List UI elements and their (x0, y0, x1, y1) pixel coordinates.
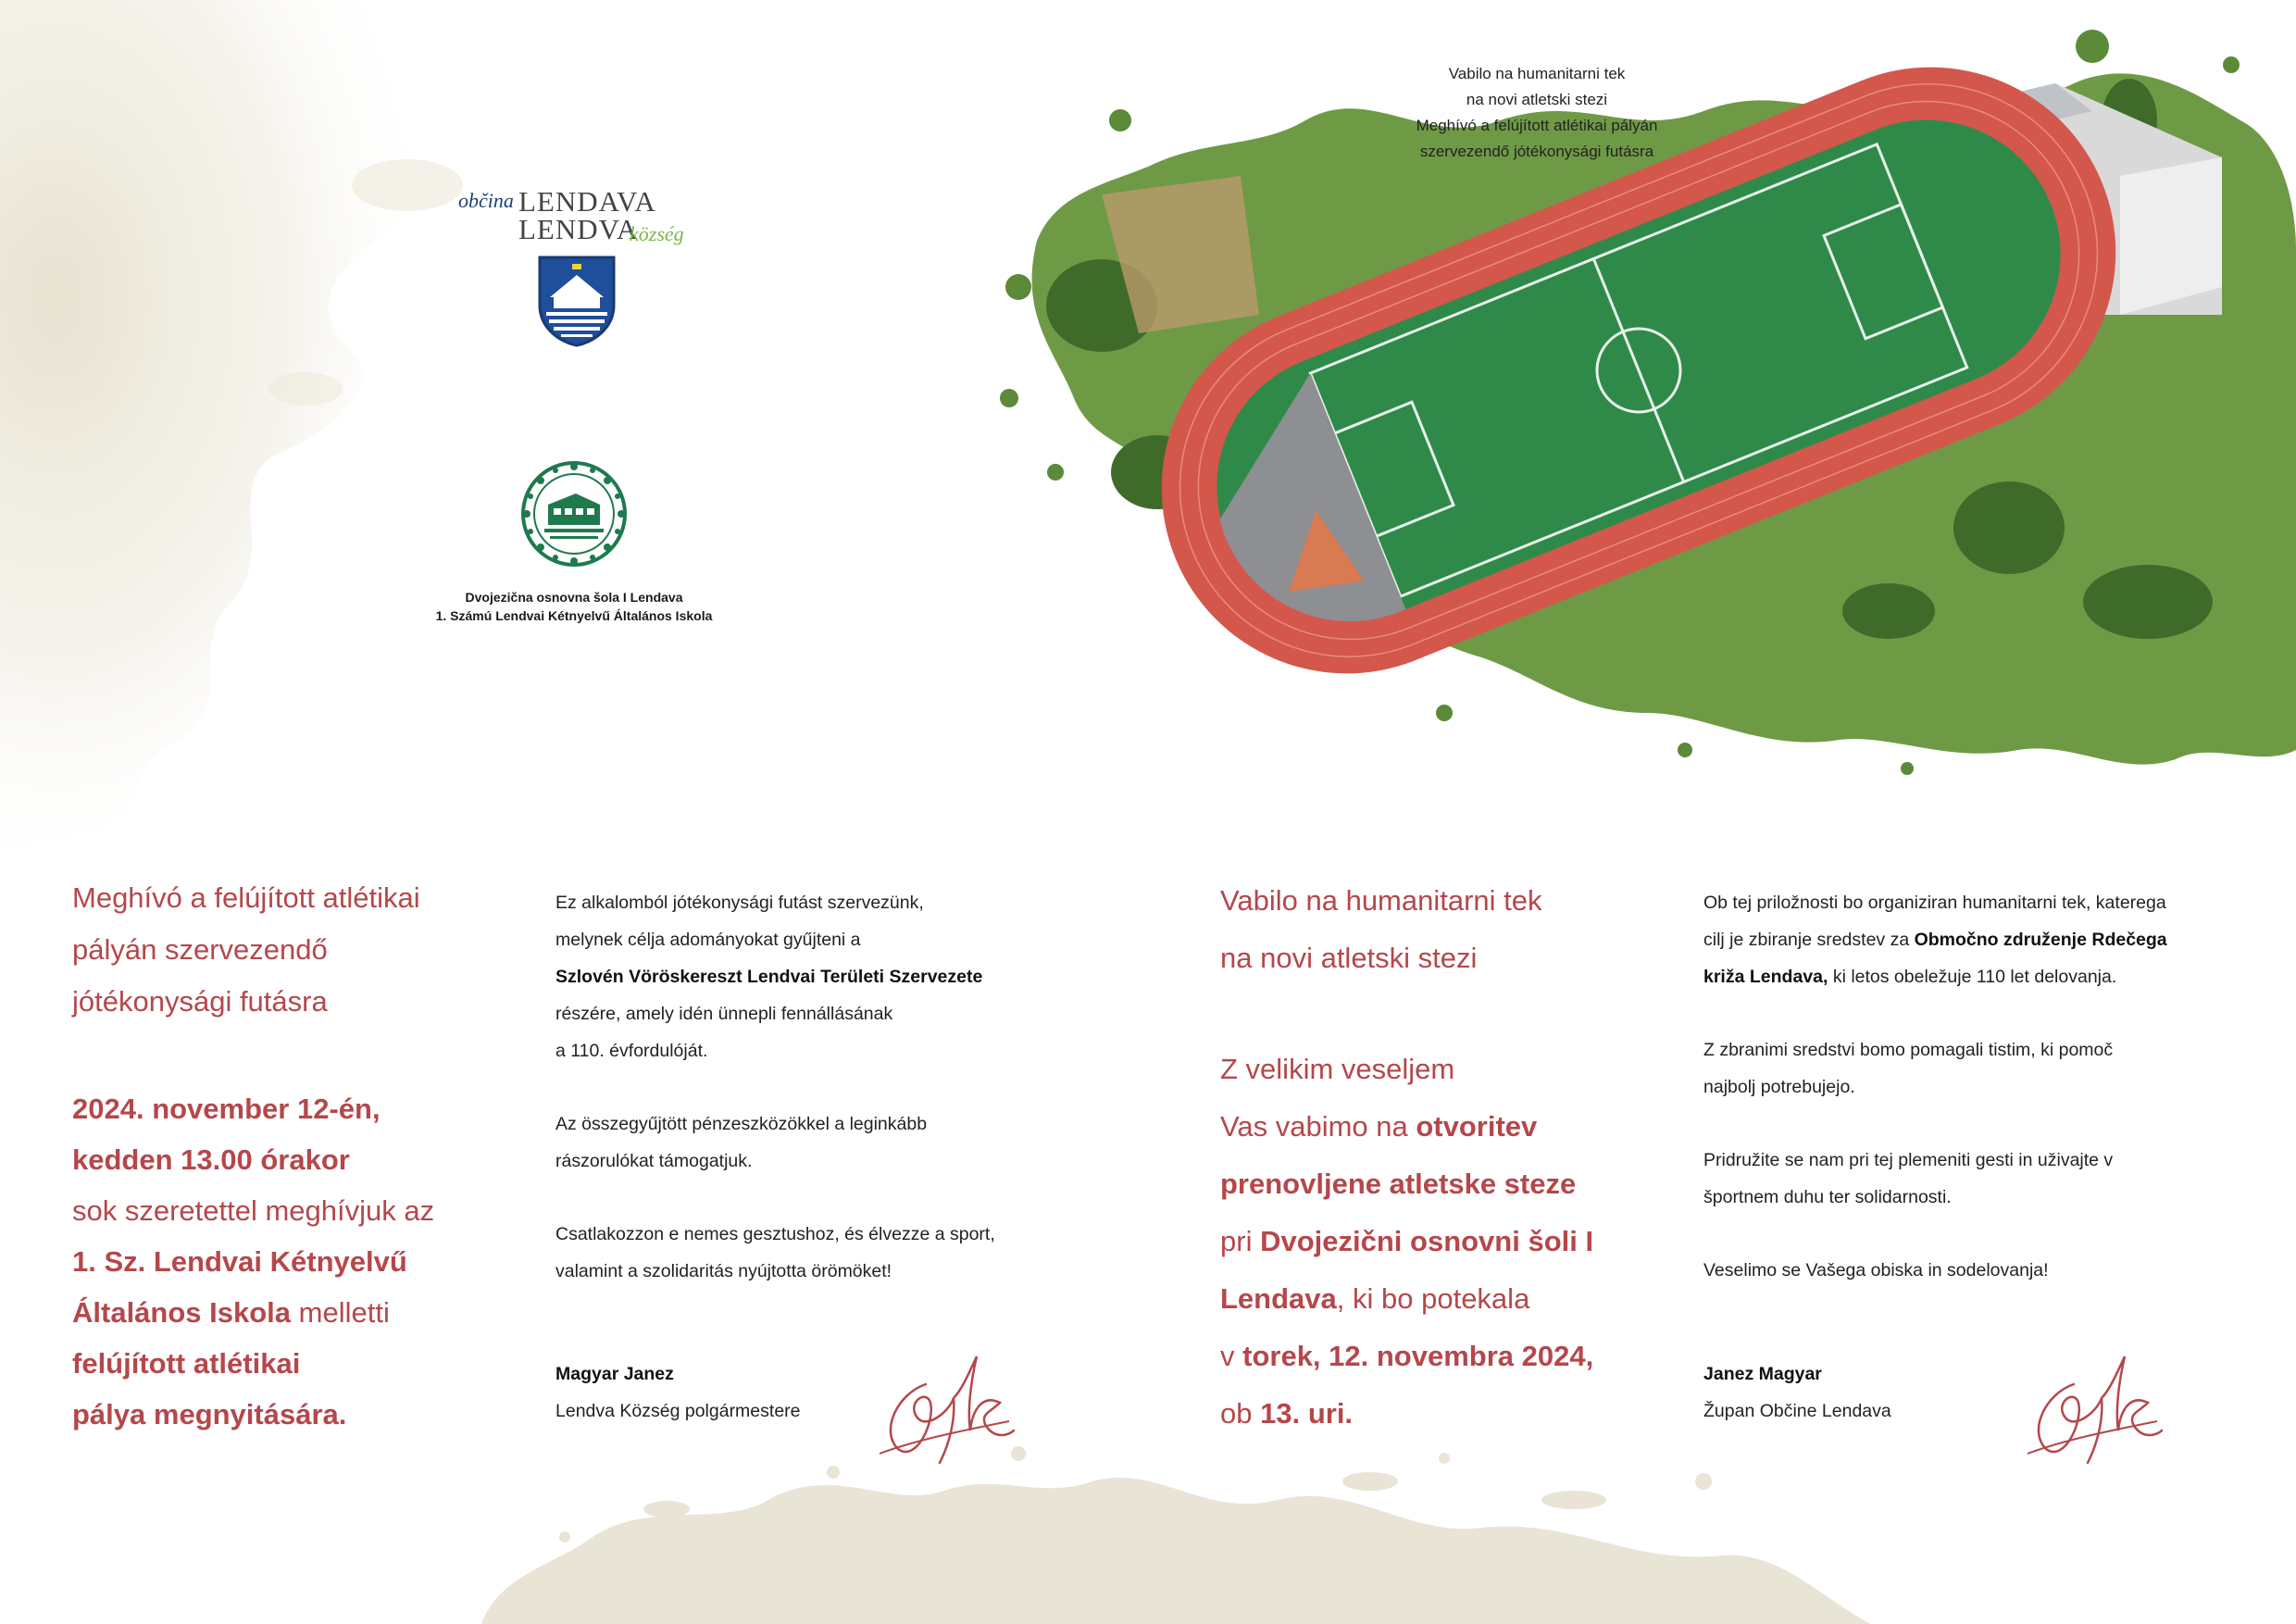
sl-line-2a: Vas vabimo na (1220, 1110, 1416, 1143)
hu-heading-line-1: Meghívó a felújított atlétikai (72, 881, 420, 914)
hu-school-2: Általános Iskola (72, 1296, 292, 1329)
slovenian-invitation (1220, 872, 1702, 1443)
hu-track-1: felújított atlétikai (72, 1347, 301, 1380)
school-name (352, 588, 796, 625)
sl-time: 13. uri. (1260, 1397, 1354, 1430)
sl-p2-line-1: Z zbranimi sredstvi bomo pomagali tistim, ki pomoč (1703, 1040, 2114, 1060)
sl-paragraph-3 (1703, 1142, 2259, 1216)
sl-p1-line-1: Ob tej priložnosti bo organiziran humanitarni tek, katerega (1703, 893, 2166, 913)
logo-word-kozseg: község (630, 222, 684, 245)
sl-line-1: Z velikim veseljem (1220, 1053, 1455, 1085)
hu-p3-line-2: valamint a szolidaritás nyújtotta örömöket! (555, 1261, 892, 1281)
caption-line-3: Meghívó a felújított atlétikai pályán (1416, 117, 1658, 134)
hungarian-invitation (72, 872, 535, 1440)
hu-p1-line-5: a 110. évfordulóját. (555, 1041, 708, 1061)
photo-caption (1333, 61, 1741, 165)
logo-word-obcina: občina (458, 189, 514, 212)
sl-line-5b: , ki bo potekala (1336, 1282, 1530, 1315)
sl-p2-line-2: najbolj potrebujejo. (1703, 1077, 1855, 1097)
hu-p1-line-2: melynek célja adományokat gyűjteni a (555, 930, 861, 950)
sl-line-5a: Lendava (1220, 1282, 1337, 1315)
slovenian-details (1220, 1041, 1702, 1443)
hu-p1-line-4: részére, amely idén ünnepli fennállásának (555, 1004, 893, 1024)
sl-heading-line-2: na novi atletski stezi (1220, 942, 1478, 974)
hungarian-details (72, 1083, 535, 1440)
sl-p1-line-2a: cilj je zbiranje sredstev za (1703, 930, 1915, 950)
sl-heading-line-1: Vabilo na humanitarni tek (1220, 884, 1542, 917)
signature-icon (861, 1347, 1018, 1468)
hu-p2-line-2: rászorulókat támogatjuk. (555, 1151, 753, 1171)
hu-p3-line-1: Csatlakozzon e nemes gesztushoz, és élvezze a sport, (555, 1224, 995, 1244)
school-name-hu: 1. Számú Lendvai Kétnyelvű Általános Iskola (435, 608, 713, 623)
signature-icon (2009, 1347, 2166, 1468)
logo-line-lendva: LENDVA (518, 213, 639, 245)
sl-line-4a: pri (1220, 1225, 1261, 1257)
sl-p3-line-2: športnem duhu ter solidarnosti. (1703, 1187, 1952, 1207)
hu-signer-name: Magyar Janez (555, 1364, 674, 1384)
hu-date: 2024. november 12-én, (72, 1093, 381, 1125)
hu-school-1: 1. Sz. Lendvai Kétnyelvű (72, 1245, 407, 1278)
caption-line-2: na novi atletski stezi (1466, 91, 1608, 108)
hu-red-cross-name: Szlovén Vöröskereszt Lendvai Területi Szervezete (555, 967, 983, 987)
sl-paragraph-4 (1703, 1252, 2259, 1289)
hu-paragraph-1 (555, 884, 1074, 1069)
sl-line-3: prenovljene atletske steze (1220, 1168, 1577, 1200)
caption-line-1: Vabilo na humanitarni tek (1448, 65, 1626, 82)
sl-p4-line-1: Veselimo se Vašega obiska in sodelovanja! (1703, 1260, 2049, 1280)
hu-p2-line-1: Az összegyűjtött pénzeszközökkel a leginkább (555, 1114, 928, 1134)
school-logo-icon (518, 458, 630, 569)
sl-line-6a: v (1220, 1340, 1243, 1372)
sl-paragraph-1 (1703, 884, 2259, 995)
sl-red-cross-name-1: Območno združenje Rdečega (1914, 930, 2167, 950)
slovenian-body (1703, 884, 2259, 1325)
sl-line-2b: otvoritev (1416, 1110, 1538, 1143)
sl-red-cross-name-2: križa Lendava, (1703, 967, 1828, 987)
hu-heading-line-3: jótékonysági futásra (72, 985, 328, 1018)
hu-school-rest: melletti (291, 1296, 390, 1329)
sl-date: torek, 12. novembra 2024, (1242, 1340, 1594, 1372)
sl-line-4b: Dvojezični osnovni šoli I (1260, 1225, 1594, 1257)
hu-invite-line: sok szeretettel meghívjuk az (72, 1194, 435, 1227)
hu-p1-line-1: Ez alkalomból jótékonysági futást szervezünk, (555, 893, 924, 913)
hu-time: kedden 13.00 órakor (72, 1143, 350, 1176)
hungarian-body (555, 884, 1074, 1326)
sl-p3-line-1: Pridružite se nam pri tej plemeniti gesti in uživajte v (1703, 1150, 2114, 1170)
sl-paragraph-2 (1703, 1031, 2259, 1106)
hu-heading-line-2: pályán szervezendő (72, 933, 328, 966)
municipality-crest-icon (537, 255, 617, 347)
hu-signer-title: Lendva Község polgármestere (555, 1401, 801, 1421)
caption-line-4: szervezendő jótékonysági futásra (1419, 143, 1654, 160)
slovenian-heading (1220, 872, 1702, 987)
logo-line-lendava: LENDAVA (518, 185, 656, 218)
sl-p1-line-3b: ki letos obeležuje 110 let delovanja. (1828, 967, 2117, 987)
school-name-sl: Dvojezična osnovna šola I Lendava (465, 590, 683, 605)
hu-track-2: pálya megnyitására. (72, 1398, 347, 1430)
hu-paragraph-3 (555, 1216, 1074, 1290)
sl-signer-title: Župan Občine Lendava (1703, 1401, 1891, 1421)
hungarian-heading (72, 872, 535, 1028)
sl-signer-name: Janez Magyar (1703, 1364, 1822, 1384)
sl-line-7a: ob (1220, 1397, 1261, 1430)
hu-paragraph-2 (555, 1106, 1074, 1180)
